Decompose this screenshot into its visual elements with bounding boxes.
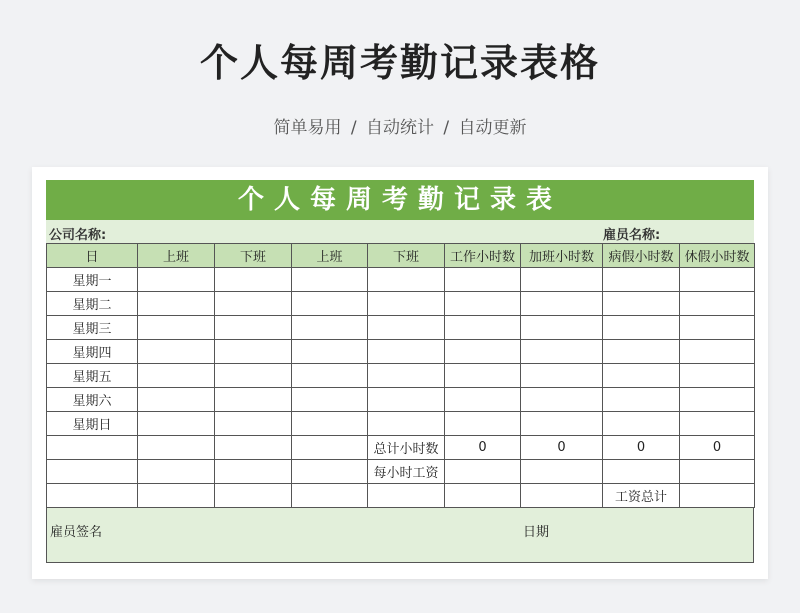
sheet-banner: 个人每周考勤记录表: [46, 180, 754, 220]
cell[interactable]: [445, 268, 521, 292]
cell[interactable]: [603, 364, 680, 388]
cell: [521, 484, 603, 508]
table-row: [47, 292, 755, 316]
cell: [215, 484, 292, 508]
cell[interactable]: [521, 412, 603, 436]
cell[interactable]: [368, 388, 445, 412]
cell[interactable]: [138, 364, 215, 388]
header-cell: 下班: [215, 244, 292, 268]
table-row: [47, 316, 755, 340]
table-row: [47, 268, 755, 292]
total-sick-hours: 0: [603, 436, 680, 460]
cell[interactable]: [603, 388, 680, 412]
cell[interactable]: [521, 388, 603, 412]
header-cell: 病假小时数: [603, 244, 680, 268]
cell: [445, 484, 521, 508]
signature-row: [46, 508, 754, 563]
total-leave-hours: 0: [680, 436, 755, 460]
cell[interactable]: [521, 292, 603, 316]
cell[interactable]: [521, 316, 603, 340]
cell[interactable]: [292, 412, 368, 436]
header-cell: 下班: [368, 244, 445, 268]
cell[interactable]: [292, 388, 368, 412]
cell[interactable]: [368, 340, 445, 364]
cell[interactable]: [138, 340, 215, 364]
day-cell: 星期一: [47, 268, 138, 292]
cell[interactable]: [215, 412, 292, 436]
cell[interactable]: [680, 388, 755, 412]
cell[interactable]: [603, 316, 680, 340]
cell[interactable]: [215, 316, 292, 340]
table-row: [47, 412, 755, 436]
cell[interactable]: [445, 292, 521, 316]
cell: [215, 460, 292, 484]
cell[interactable]: [138, 412, 215, 436]
hourly-wage-label: 每小时工资: [368, 460, 445, 484]
wage-row: [47, 460, 755, 484]
header-cell: 休假小时数: [680, 244, 755, 268]
subtitle-separator: /: [350, 118, 357, 138]
cell[interactable]: [603, 292, 680, 316]
wage-total-label: 工资总计: [603, 484, 680, 508]
cell: [138, 436, 215, 460]
cell: [368, 484, 445, 508]
cell[interactable]: [680, 364, 755, 388]
cell[interactable]: [138, 292, 215, 316]
cell[interactable]: [680, 460, 755, 484]
total-hours-label: 总计小时数: [368, 436, 445, 460]
cell: [138, 484, 215, 508]
date-label: 日期: [523, 525, 550, 540]
cell[interactable]: [368, 316, 445, 340]
company-name-label: 公司名称:: [49, 228, 107, 243]
table-row: [47, 364, 755, 388]
cell[interactable]: [445, 364, 521, 388]
page-subtitle: [0, 113, 800, 138]
cell: [292, 436, 368, 460]
cell[interactable]: [368, 268, 445, 292]
cell[interactable]: [521, 460, 603, 484]
cell[interactable]: [368, 364, 445, 388]
info-row: [46, 220, 754, 243]
cell[interactable]: [445, 340, 521, 364]
cell[interactable]: [603, 268, 680, 292]
cell: [47, 436, 138, 460]
cell[interactable]: [292, 340, 368, 364]
cell[interactable]: [368, 412, 445, 436]
cell[interactable]: [680, 268, 755, 292]
cell[interactable]: [445, 412, 521, 436]
cell[interactable]: [368, 292, 445, 316]
cell[interactable]: [138, 316, 215, 340]
header-row: [47, 244, 755, 268]
subtitle-separator: /: [443, 118, 450, 138]
subtitle-part: 自动统计: [366, 118, 434, 138]
cell[interactable]: [292, 292, 368, 316]
cell: [215, 436, 292, 460]
employee-name-label: 雇员名称:: [603, 228, 661, 243]
cell[interactable]: [445, 388, 521, 412]
total-overtime-hours: 0: [521, 436, 603, 460]
header-cell: 上班: [292, 244, 368, 268]
table-row: [47, 388, 755, 412]
wage-total-row: [47, 484, 755, 508]
cell[interactable]: [292, 364, 368, 388]
cell[interactable]: [292, 268, 368, 292]
header-cell: 加班小时数: [521, 244, 603, 268]
cell[interactable]: [215, 388, 292, 412]
attendance-sheet: [46, 180, 754, 563]
header-cell: 上班: [138, 244, 215, 268]
cell[interactable]: [680, 316, 755, 340]
cell: [292, 484, 368, 508]
cell[interactable]: [521, 364, 603, 388]
total-row: [47, 436, 755, 460]
cell[interactable]: [521, 268, 603, 292]
cell[interactable]: [292, 316, 368, 340]
cell[interactable]: [680, 292, 755, 316]
header-cell: 工作小时数: [445, 244, 521, 268]
day-cell: 星期四: [47, 340, 138, 364]
day-cell: 星期六: [47, 388, 138, 412]
cell[interactable]: [521, 340, 603, 364]
cell: [292, 460, 368, 484]
cell: [47, 460, 138, 484]
cell[interactable]: [215, 364, 292, 388]
cell[interactable]: [215, 340, 292, 364]
total-work-hours: 0: [445, 436, 521, 460]
subtitle-part: 简单易用: [273, 118, 342, 138]
day-cell: 星期二: [47, 292, 138, 316]
cell[interactable]: [680, 340, 755, 364]
cell: [138, 460, 215, 484]
hourly-wage-cell[interactable]: [445, 460, 521, 484]
day-cell: 星期日: [47, 412, 138, 436]
cell[interactable]: [215, 292, 292, 316]
subtitle-part: 自动更新: [458, 118, 527, 138]
cell: [47, 484, 138, 508]
attendance-table: [46, 243, 755, 508]
table-row: [47, 340, 755, 364]
day-cell: 星期三: [47, 316, 138, 340]
cell[interactable]: [603, 340, 680, 364]
cell[interactable]: [138, 268, 215, 292]
cell[interactable]: [445, 316, 521, 340]
cell[interactable]: [138, 388, 215, 412]
cell[interactable]: [215, 268, 292, 292]
cell[interactable]: [603, 460, 680, 484]
wage-total-cell[interactable]: [680, 484, 755, 508]
cell[interactable]: [680, 412, 755, 436]
day-cell: 星期五: [47, 364, 138, 388]
page-title: 个人每周考勤记录表格: [199, 41, 600, 85]
cell[interactable]: [603, 412, 680, 436]
signature-label: 雇员签名: [50, 525, 103, 540]
header-cell: 日: [47, 244, 138, 268]
